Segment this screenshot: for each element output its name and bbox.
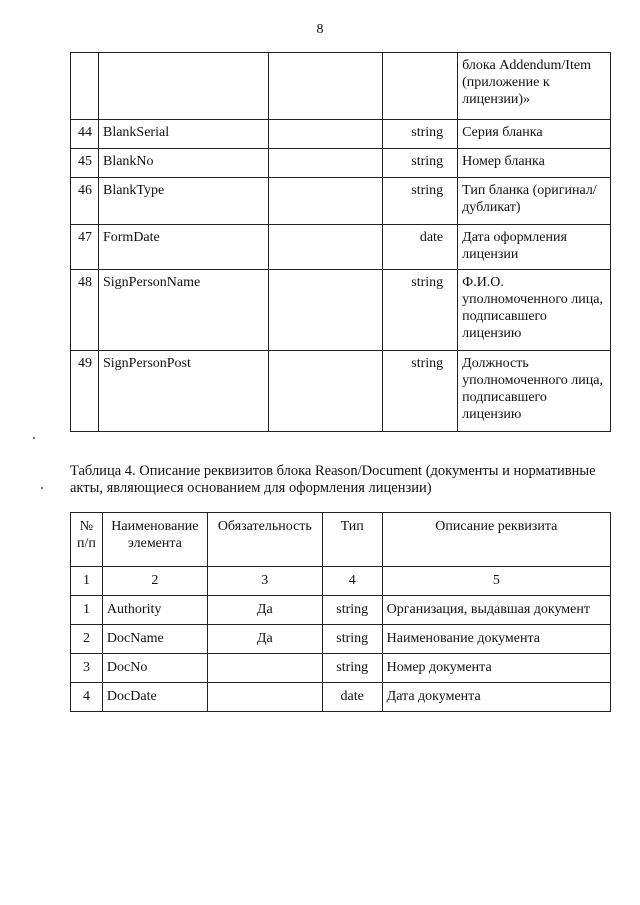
column-header-description: Описание реквизита — [382, 513, 610, 567]
element-type: string — [383, 149, 458, 178]
scan-speck — [33, 437, 35, 439]
licence-attributes-table-continued — [70, 52, 611, 432]
element-name: Authority — [102, 596, 207, 625]
table-4-caption: Таблица 4. Описание реквизитов блока Reason/Document (документы и нормативные акты, являющиеся основанием для оформления лицензии) — [70, 463, 596, 496]
column-header-type: Тип — [322, 513, 382, 567]
element-name: SignPersonName — [98, 270, 268, 351]
element-type: string — [322, 654, 382, 683]
column-header-required: Обязательность — [207, 513, 322, 567]
element-required — [268, 225, 383, 270]
table-row — [71, 351, 611, 432]
element-required: Да — [207, 596, 322, 625]
row-number: 48 — [71, 270, 99, 351]
element-description: Ф.И.О. уполномоченного лица, подписавшего лицензию — [458, 270, 611, 351]
element-required — [207, 654, 322, 683]
column-header-name: Наименование элемента — [102, 513, 207, 567]
element-name: BlankType — [98, 178, 268, 225]
row-number: 49 — [71, 351, 99, 432]
element-name: BlankNo — [98, 149, 268, 178]
element-description: Дата оформления лицензии — [458, 225, 611, 270]
element-required — [268, 149, 383, 178]
element-description: Тип бланка (оригинал/дубликат) — [458, 178, 611, 225]
table-header-row — [71, 513, 611, 567]
row-number: 1 — [71, 596, 103, 625]
column-index-row — [71, 567, 611, 596]
reason-document-table — [70, 512, 611, 712]
table-row — [71, 654, 611, 683]
element-required — [268, 53, 383, 120]
table-row — [71, 683, 611, 712]
column-index: 5 — [382, 567, 610, 596]
element-description: Должность уполномоченного лица, подписавшего лицензию — [458, 351, 611, 432]
element-type — [383, 53, 458, 120]
element-name: DocDate — [102, 683, 207, 712]
element-required — [268, 120, 383, 149]
column-header-number: № п/п — [71, 513, 103, 567]
element-required: Да — [207, 625, 322, 654]
row-number: 44 — [71, 120, 99, 149]
table-row — [71, 596, 611, 625]
element-type: date — [383, 225, 458, 270]
element-name: FormDate — [98, 225, 268, 270]
element-required — [268, 270, 383, 351]
row-number: 2 — [71, 625, 103, 654]
row-number: 45 — [71, 149, 99, 178]
element-type: string — [322, 596, 382, 625]
row-number: 47 — [71, 225, 99, 270]
table-row — [71, 120, 611, 149]
page-number: 8 — [316, 22, 324, 37]
element-required — [268, 178, 383, 225]
scan-speck — [41, 487, 43, 489]
column-index: 1 — [71, 567, 103, 596]
row-number: 46 — [71, 178, 99, 225]
element-type: string — [383, 351, 458, 432]
table-row — [71, 270, 611, 351]
element-description: Номер бланка — [458, 149, 611, 178]
element-description: Дата документа — [382, 683, 610, 712]
table-row — [71, 53, 611, 120]
table-row — [71, 625, 611, 654]
table-row — [71, 178, 611, 225]
element-required — [268, 351, 383, 432]
element-description: Наименование документа — [382, 625, 610, 654]
element-name: DocName — [102, 625, 207, 654]
element-type: date — [322, 683, 382, 712]
element-name: DocNo — [102, 654, 207, 683]
element-name: SignPersonPost — [98, 351, 268, 432]
element-description: блока Addendum/Item (приложение к лицензии)» — [458, 53, 611, 120]
column-index: 4 — [322, 567, 382, 596]
row-number: 4 — [71, 683, 103, 712]
column-index: 2 — [102, 567, 207, 596]
element-name: BlankSerial — [98, 120, 268, 149]
element-name — [98, 53, 268, 120]
element-type: string — [383, 120, 458, 149]
column-index: 3 — [207, 567, 322, 596]
table-row — [71, 225, 611, 270]
element-type: string — [322, 625, 382, 654]
element-required — [207, 683, 322, 712]
row-number — [71, 53, 99, 120]
element-description: Организация, выдавшая документ — [382, 596, 610, 625]
element-type: string — [383, 270, 458, 351]
row-number: 3 — [71, 654, 103, 683]
element-type: string — [383, 178, 458, 225]
table-row — [71, 149, 611, 178]
element-description: Серия бланка — [458, 120, 611, 149]
element-description: Номер документа — [382, 654, 610, 683]
